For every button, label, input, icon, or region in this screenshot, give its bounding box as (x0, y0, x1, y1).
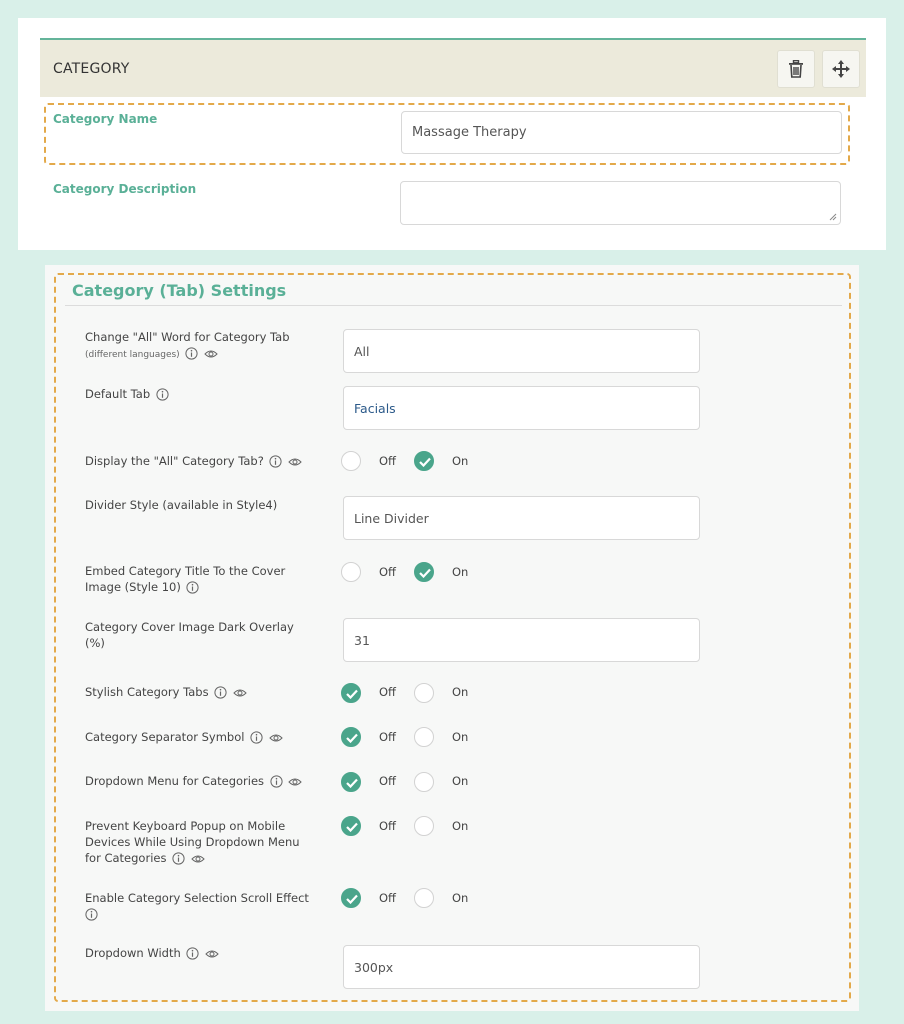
info-icon[interactable] (186, 581, 199, 594)
overlay-label: Category Cover Image Dark Overlay (%) (85, 620, 294, 650)
stylish-tabs-on-radio[interactable] (414, 683, 434, 703)
stylish-tabs-on-label: On (452, 685, 469, 699)
check-icon (346, 733, 358, 743)
stylish-tabs-label: Stylish Category Tabs (85, 684, 325, 700)
prevent-keyboard-on-radio[interactable] (414, 816, 434, 836)
embed-title-on-radio[interactable] (414, 562, 434, 582)
divider-style-label: Divider Style (available in Style4) (85, 498, 278, 512)
eye-icon[interactable] (204, 348, 218, 360)
dropdown-width-label: Dropdown Width (85, 945, 325, 961)
dropdown-menu-label: Dropdown Menu for Categories (85, 773, 325, 789)
category-name-label: Category Name (53, 112, 158, 126)
display-all-off-radio[interactable] (341, 451, 361, 471)
info-icon[interactable] (270, 775, 283, 788)
dropdown-menu-off-radio[interactable] (341, 772, 361, 792)
display-all-label: Display the "All" Category Tab? (85, 453, 325, 469)
info-icon[interactable] (186, 947, 199, 960)
embed-title-off-label: Off (379, 565, 396, 579)
overlay-value: 31 (354, 632, 370, 648)
check-icon (346, 894, 358, 904)
move-button[interactable] (822, 50, 860, 88)
divider-style-select[interactable] (343, 496, 700, 540)
separator-on-label: On (452, 730, 469, 744)
separator-label: Category Separator Symbol (85, 729, 325, 745)
eye-icon[interactable] (233, 687, 247, 699)
prevent-keyboard-off-label: Off (379, 819, 396, 833)
stylish-tabs-off-label: Off (379, 685, 396, 699)
info-icon[interactable] (172, 852, 185, 865)
check-icon (419, 568, 431, 578)
all-word-value: All (354, 343, 370, 359)
overlay-input[interactable] (343, 618, 700, 662)
info-icon[interactable] (85, 908, 98, 921)
dropdown-width-input[interactable] (343, 945, 700, 989)
info-icon[interactable] (214, 686, 227, 699)
display-all-on-label: On (452, 454, 469, 468)
display-all-off-label: Off (379, 454, 396, 468)
separator-on-radio[interactable] (414, 727, 434, 747)
info-icon[interactable] (185, 347, 198, 360)
separator-off-radio[interactable] (341, 727, 361, 747)
eye-icon[interactable] (269, 732, 283, 744)
scroll-effect-on-radio[interactable] (414, 888, 434, 908)
info-icon[interactable] (156, 388, 169, 401)
dropdown-menu-off-label: Off (379, 774, 396, 788)
scroll-effect-off-radio[interactable] (341, 888, 361, 908)
eye-icon[interactable] (191, 853, 205, 865)
check-icon (346, 822, 358, 832)
settings-title: Category (Tab) Settings (72, 281, 287, 300)
default-tab-select[interactable] (343, 386, 700, 430)
check-icon (346, 778, 358, 788)
dropdown-menu-on-label: On (452, 774, 469, 788)
eye-icon[interactable] (205, 948, 219, 960)
category-header (40, 38, 866, 97)
settings-divider (65, 305, 842, 306)
resize-grip-icon[interactable] (829, 213, 837, 221)
all-word-input[interactable] (343, 329, 700, 373)
eye-icon[interactable] (288, 776, 302, 788)
embed-title-on-label: On (452, 565, 469, 579)
scroll-effect-label: Enable Category Selection Scroll Effect (85, 890, 325, 922)
info-icon[interactable] (269, 455, 282, 468)
default-tab-label: Default Tab (85, 386, 325, 402)
eye-icon[interactable] (288, 456, 302, 468)
embed-title-off-radio[interactable] (341, 562, 361, 582)
separator-off-label: Off (379, 730, 396, 744)
category-panel (18, 18, 886, 250)
all-word-label: Change "All" Word for Category Tab (different languages) (85, 330, 290, 360)
category-header-title: CATEGORY (53, 61, 130, 77)
display-all-on-radio[interactable] (414, 451, 434, 471)
prevent-keyboard-off-radio[interactable] (341, 816, 361, 836)
dropdown-width-value: 300px (354, 959, 394, 975)
trash-icon (788, 60, 804, 78)
prevent-keyboard-label: Prevent Keyboard Popup on Mobile Devices While Using Dropdown Menu for Categories (85, 819, 300, 865)
check-icon (346, 689, 358, 699)
move-icon (832, 60, 850, 78)
settings-panel (45, 265, 859, 1011)
prevent-keyboard-on-label: On (452, 819, 469, 833)
category-name-input[interactable] (401, 111, 842, 154)
category-name-value: Massage Therapy (412, 125, 527, 140)
scroll-effect-off-label: Off (379, 891, 396, 905)
scroll-effect-on-label: On (452, 891, 469, 905)
category-description-label: Category Description (53, 182, 197, 196)
divider-style-value: Line Divider (354, 510, 429, 526)
category-description-textarea[interactable] (400, 181, 841, 225)
info-icon[interactable] (250, 731, 263, 744)
stylish-tabs-off-radio[interactable] (341, 683, 361, 703)
dropdown-menu-on-radio[interactable] (414, 772, 434, 792)
delete-button[interactable] (777, 50, 815, 88)
all-word-sublabel: (different languages) (85, 350, 180, 360)
default-tab-value: Facials (354, 400, 396, 416)
embed-title-label: Embed Category Title To the Cover Image (Style 10) (85, 564, 286, 594)
check-icon (419, 457, 431, 467)
